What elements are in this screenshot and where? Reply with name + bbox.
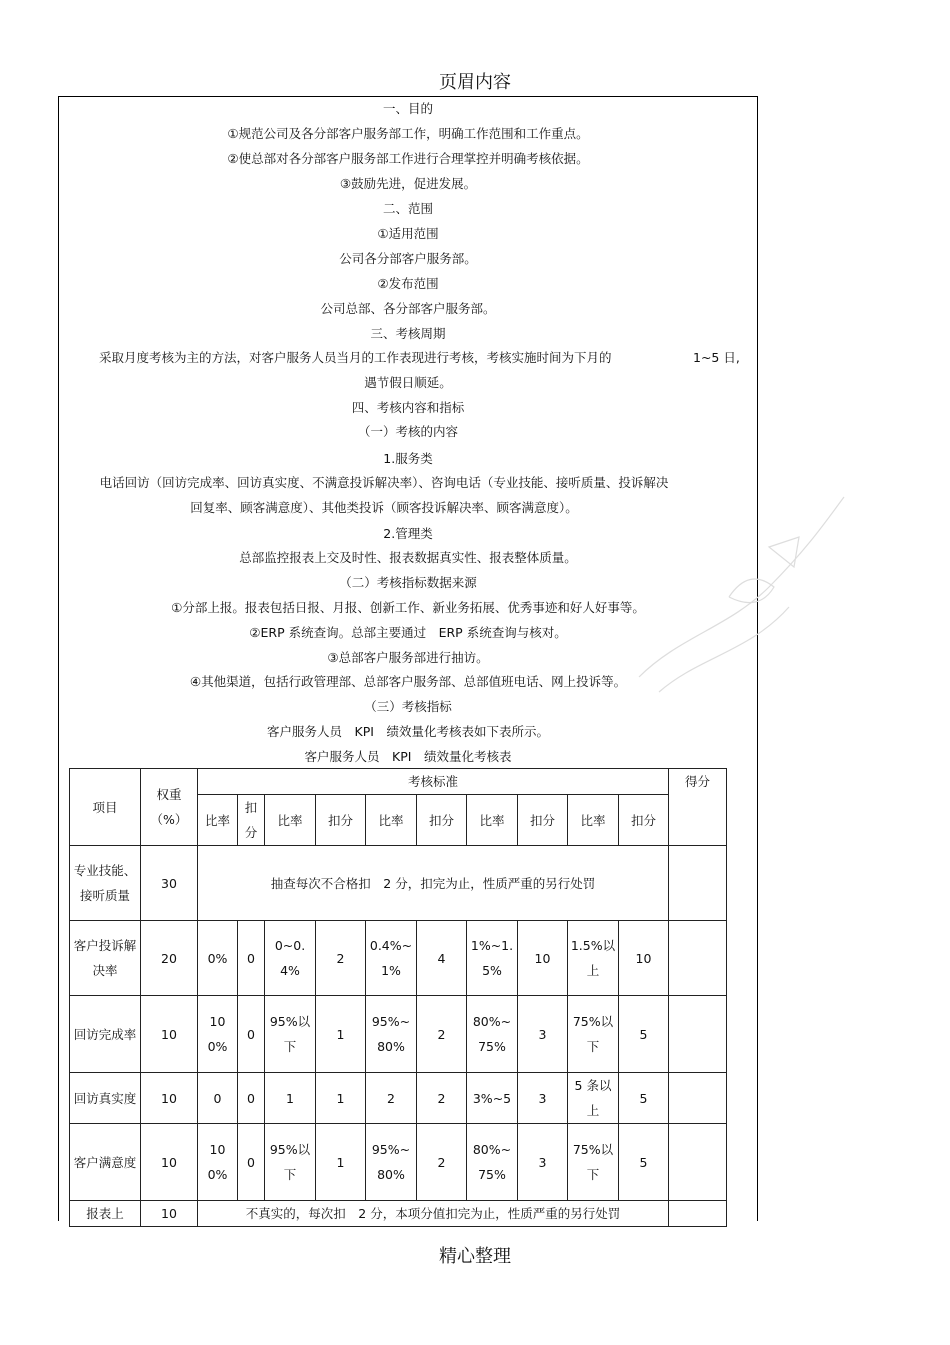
sub-heading: 1.服务类 [383, 451, 433, 466]
sub-heading: 2.管理类 [383, 526, 433, 541]
cell: 0 [238, 1073, 265, 1124]
cell: 80%~75% [467, 996, 518, 1073]
text-line: ①分部上报。报表包括日报、月报、创新工作、新业务拓展、优秀事迹和好人好事等。 [171, 600, 645, 615]
header-deduct: 扣分 [316, 795, 366, 846]
table-row [70, 1124, 727, 1201]
cell: 1 [316, 996, 366, 1073]
cell: 2 [417, 1073, 467, 1124]
header-deduct: 扣分 [417, 795, 467, 846]
text-line: 公司各分部客户服务部。 [339, 251, 477, 266]
text-line: ②发布范围 [377, 276, 439, 291]
cell: 3 [518, 996, 568, 1073]
cycle-days: 1~5 日, [693, 350, 740, 365]
cell: 0.4%~1% [366, 921, 417, 996]
table-row [70, 846, 727, 921]
header-deduct: 扣分 [518, 795, 568, 846]
cell: 95%以下 [265, 996, 316, 1073]
sub-heading: （三）考核指标 [364, 699, 452, 714]
kpi-table [69, 768, 727, 1227]
row-item: 报表上 [70, 1201, 141, 1227]
cell: 75%以下 [568, 1124, 619, 1201]
cell: 100% [198, 1124, 238, 1201]
header-deduct: 扣分 [619, 795, 669, 846]
sub-heading: （一）考核的内容 [357, 424, 458, 439]
cell: 95%~80% [366, 996, 417, 1073]
cell: 1 [316, 1073, 366, 1124]
cell: 2 [366, 1073, 417, 1124]
cell: 3%~5 [467, 1073, 518, 1124]
cell: 80%~75% [467, 1124, 518, 1201]
cell: 100% [198, 996, 238, 1073]
cell: 4 [417, 921, 467, 996]
cell: 1 [265, 1073, 316, 1124]
page-footer: 精心整理 [439, 1246, 511, 1267]
text-line: 采取月度考核为主的方法，对客户服务人员当月的工作表现进行考核，考核实施时间为下月的 [99, 350, 612, 365]
cell: 5 [619, 1124, 669, 1201]
cell: 2 [417, 996, 467, 1073]
header-ratio: 比率 [467, 795, 518, 846]
cell: 10 [619, 921, 669, 996]
row-item: 回访真实度 [70, 1073, 141, 1124]
header-weight: 权重（%） [141, 769, 198, 846]
text-line: 客户服务人员 KPI 绩效量化考核表如下表所示。 [267, 724, 549, 739]
text-line: ③鼓励先进，促进发展。 [339, 176, 477, 191]
row-weight: 20 [141, 921, 198, 996]
row-item: 回访完成率 [70, 996, 141, 1073]
row-weight: 10 [141, 1073, 198, 1124]
header-ratio: 比率 [198, 795, 238, 846]
header-deduct: 扣分 [238, 795, 265, 846]
cell: 2 [316, 921, 366, 996]
text-line: ②ERP 系统查询。总部主要通过 ERP 系统查询与核对。 [249, 625, 567, 640]
sub-heading: （二）考核指标数据来源 [339, 575, 477, 590]
section-heading: 三、考核周期 [370, 326, 446, 341]
header-ratio: 比率 [568, 795, 619, 846]
header-ratio: 比率 [265, 795, 316, 846]
row-merged-criteria: 抽查每次不合格扣 2 分，扣完为止，性质严重的另行处罚 [198, 846, 669, 921]
document-frame [58, 96, 758, 1221]
row-item: 专业技能、接听质量 [70, 846, 141, 921]
cell: 0% [198, 921, 238, 996]
cell: 0~0.4% [265, 921, 316, 996]
text-line: 总部监控报表上交及时性、报表数据真实性、报表整体质量。 [239, 550, 577, 565]
header-criteria: 考核标准 [198, 769, 669, 795]
row-weight: 10 [141, 996, 198, 1073]
row-item: 客户投诉解决率 [70, 921, 141, 996]
text-line: ②使总部对各分部客户服务部工作进行合理掌控并明确考核依据。 [227, 151, 589, 166]
cell: 5 条以上 [568, 1073, 619, 1124]
row-item: 客户满意度 [70, 1124, 141, 1201]
cell: 1%~1.5% [467, 921, 518, 996]
score-cell [669, 1073, 727, 1124]
cell: 0 [198, 1073, 238, 1124]
text-line: 电话回访（回访完成率、回访真实度、不满意投诉解决率）、咨询电话（专业技能、接听质量、投诉解决 [99, 475, 669, 490]
table-caption: 客户服务人员 KPI 绩效量化考核表 [304, 749, 512, 764]
score-cell [669, 846, 727, 921]
text-line: 回复率、顾客满意度）、其他类投诉（顾客投诉解决率、顾客满意度）。 [190, 500, 578, 515]
text-line: 公司总部、各分部客户服务部。 [320, 301, 496, 316]
cell: 5 [619, 1073, 669, 1124]
row-weight: 30 [141, 846, 198, 921]
text-line: ③总部客户服务部进行抽访。 [327, 650, 489, 665]
header-ratio: 比率 [366, 795, 417, 846]
cell: 0 [238, 1124, 265, 1201]
section-heading: 二、范围 [382, 201, 433, 216]
text-line: ①规范公司及各分部客户服务部工作，明确工作范围和工作重点。 [227, 126, 589, 141]
cell: 3 [518, 1073, 568, 1124]
score-cell [669, 1124, 727, 1201]
section-heading: 四、考核内容和指标 [351, 400, 465, 415]
score-cell [669, 921, 727, 996]
row-weight: 10 [141, 1124, 198, 1201]
header-score: 得分 [669, 769, 727, 795]
table-row [70, 921, 727, 996]
score-cell [669, 795, 727, 846]
text-line: 遇节假日顺延。 [364, 375, 452, 390]
cell: 95%~80% [366, 1124, 417, 1201]
cell: 0 [238, 996, 265, 1073]
cell: 10 [518, 921, 568, 996]
score-cell [669, 996, 727, 1073]
row-merged-criteria: 不真实的，每次扣 2 分，本项分值扣完为止，性质严重的另行处罚 [198, 1201, 669, 1227]
section-heading: 一、目的 [382, 101, 433, 116]
cell: 3 [518, 1124, 568, 1201]
row-weight: 10 [141, 1201, 198, 1227]
table-row [70, 996, 727, 1073]
cell: 1.5%以上 [568, 921, 619, 996]
cell: 0 [238, 921, 265, 996]
page-header: 页眉内容 [439, 72, 511, 93]
cell: 5 [619, 996, 669, 1073]
text-line: ①适用范围 [377, 226, 439, 241]
cell: 95%以下 [265, 1124, 316, 1201]
score-cell [669, 1201, 727, 1227]
cell: 1 [316, 1124, 366, 1201]
cell: 2 [417, 1124, 467, 1201]
header-item: 项目 [70, 769, 141, 846]
cell: 75%以下 [568, 996, 619, 1073]
table-row [70, 1201, 727, 1227]
text-line: ④其他渠道，包括行政管理部、总部客户服务部、总部值班电话、网上投诉等。 [189, 674, 627, 689]
table-row [70, 1073, 727, 1124]
